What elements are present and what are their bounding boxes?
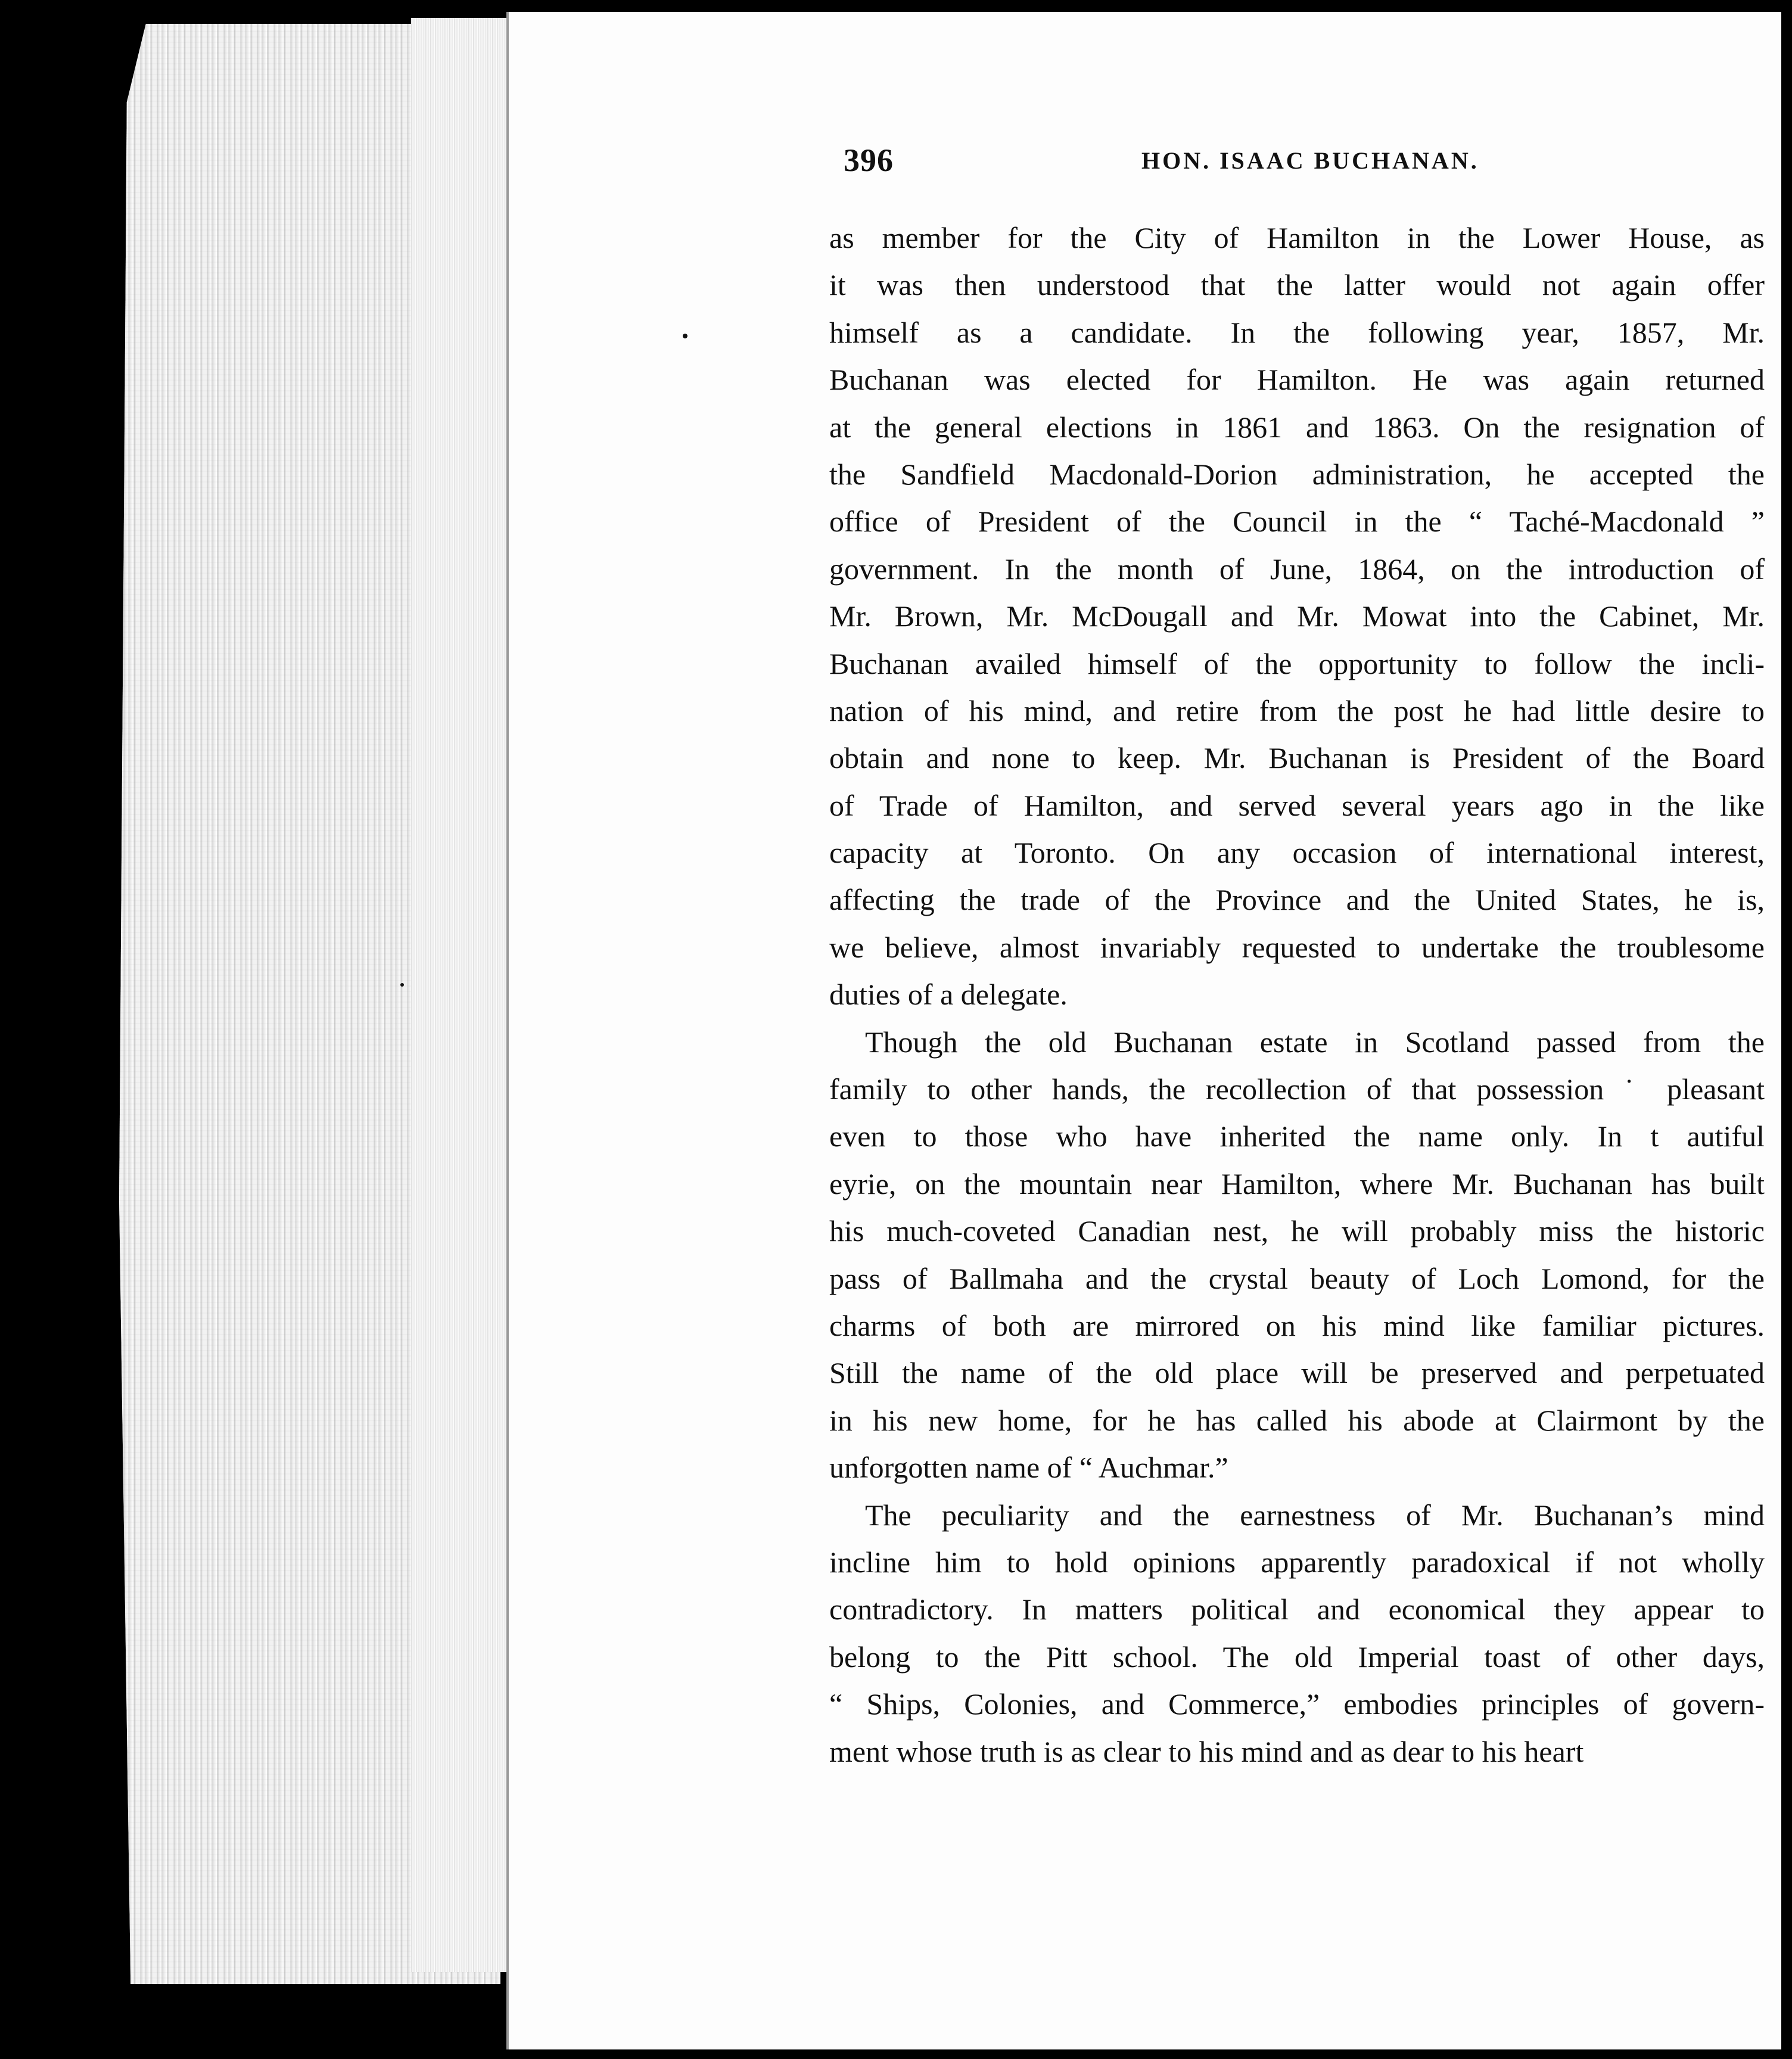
text-line: Buchanan availed himself of the opportunity to follow the incli-: [829, 646, 1765, 680]
text-line: even to those who have inherited the name only. In t autiful: [829, 1119, 1765, 1153]
running-head: HON. ISAAC BUCHANAN.: [1141, 147, 1479, 174]
paragraph: [829, 214, 1765, 1019]
body-text: [829, 214, 1765, 1775]
ink-speck: [683, 334, 687, 338]
text-line: himself as a candidate. In the following year, 1857, Mr.: [829, 315, 1765, 349]
text-line: contradictory. In matters political and economical they appear to: [829, 1593, 1765, 1626]
text-line: Though the old Buchanan estate in Scotland passed from the: [865, 1025, 1765, 1059]
page-number: 396: [844, 142, 894, 178]
text-line: ment whose truth is as clear to his mind and as dear to his heart: [829, 1734, 1584, 1768]
page-header: [844, 142, 1773, 183]
text-line: the Sandfield Macdonald-Dorion administration, he accepted the: [829, 457, 1765, 491]
text-line: his much-coveted Canadian nest, he will probably miss the historic: [829, 1214, 1765, 1248]
text-line: Buchanan was elected for Hamilton. He was again returned: [829, 363, 1765, 397]
text-line: eyrie, on the mountain near Hamilton, where Mr. Buchanan has built: [829, 1167, 1765, 1200]
text-line: Mr. Brown, Mr. McDougall and Mr. Mowat into the Cabinet, Mr.: [829, 599, 1765, 633]
text-line: duties of a delegate.: [829, 978, 1068, 1012]
text-line: family to other hands, the recollection of that possession ˙ pleasant: [829, 1072, 1765, 1106]
text-line: unforgotten name of “ Auchmar.”: [829, 1451, 1228, 1485]
text-line: The peculiarity and the earnestness of Mr. Buchanan’s mind: [865, 1498, 1765, 1532]
text-line: affecting the trade of the Province and the United States, he is,: [829, 883, 1765, 917]
book-spine-edges: [411, 18, 506, 1972]
text-line: in his new home, for he has called his abode at Clairmont by the: [829, 1403, 1765, 1437]
text-line: capacity at Toronto. On any occasion of international interest,: [829, 836, 1765, 870]
text-line: incline him to hold opinions apparently paradoxical if not wholly: [829, 1545, 1765, 1579]
text-line: of Trade of Hamilton, and served several years ago in the like: [829, 788, 1765, 822]
text-line: office of President of the Council in the “ Taché-Macdonald ”: [829, 505, 1765, 539]
paragraph: [829, 1492, 1765, 1775]
text-line: obtain and none to keep. Mr. Buchanan is President of the Board: [829, 741, 1765, 775]
text-line: belong to the Pitt school. The old Imperial toast of other days,: [829, 1640, 1765, 1674]
text-line: pass of Ballmaha and the crystal beauty of Loch Lomond, for the: [829, 1261, 1765, 1295]
text-line: nation of his mind, and retire from the post he had little desire to: [829, 693, 1765, 727]
text-line: “ Ships, Colonies, and Commerce,” embodies principles of govern-: [829, 1687, 1765, 1721]
text-line: we believe, almost invariably requested to undertake the troublesome: [829, 930, 1765, 964]
text-line: it was then understood that the latter would not again offer: [829, 268, 1765, 302]
text-line: charms of both are mirrored on his mind like familiar pictures.: [829, 1308, 1765, 1342]
text-line: as member for the City of Hamilton in the Lower House, as: [829, 221, 1765, 254]
page-gutter: [506, 12, 509, 2049]
text-line: government. In the month of June, 1864, on the introduction of: [829, 552, 1765, 586]
text-line: Still the name of the old place will be preserved and perpetuated: [829, 1356, 1765, 1390]
ink-speck: [400, 983, 404, 987]
paragraph: [829, 1019, 1765, 1492]
text-line: at the general elections in 1861 and 1863. On the resignation of: [829, 410, 1765, 444]
